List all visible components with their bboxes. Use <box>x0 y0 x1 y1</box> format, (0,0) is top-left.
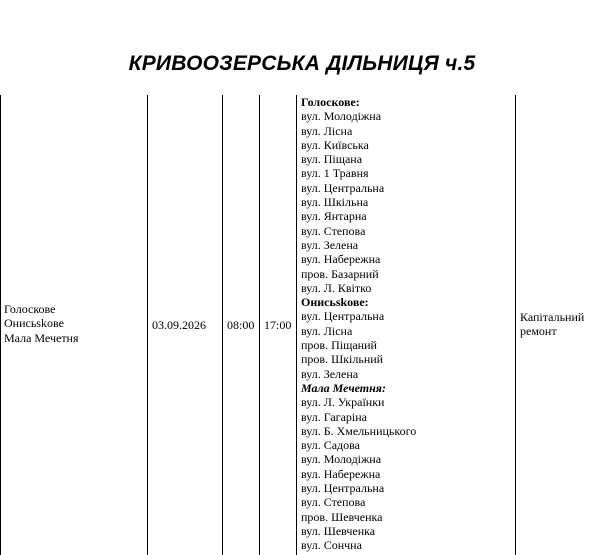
end-time-cell: 17:00 <box>264 318 292 332</box>
street-item: вул. Шкільна <box>301 195 369 210</box>
column-divider-streets <box>515 95 516 555</box>
street-item: вул. Сончна <box>301 538 362 553</box>
street-item: вул. Лісна <box>301 323 353 338</box>
settlements-cell <box>4 302 79 345</box>
street-item: вул. Л. Українки <box>301 395 385 410</box>
reason-line: ремонт <box>520 324 557 339</box>
street-item: пров. Базарний <box>301 266 379 281</box>
streets-cell <box>301 95 416 553</box>
street-item: вул. Степова <box>301 223 366 238</box>
street-item: вул. Гагаріна <box>301 409 368 424</box>
street-item: вул. Набережна <box>301 466 381 481</box>
street-item: вул. Київська <box>301 137 369 152</box>
street-item: вул. Лісна <box>301 123 353 138</box>
page-title: КРИВООЗЕРСЬКА ДІЛЬНИЦЯ ч.5 <box>128 52 476 75</box>
settlement-group-heading: Мала Мечетня: <box>301 380 386 395</box>
settlement-group-heading: Онисьskове: <box>301 295 369 310</box>
column-divider-time-end <box>296 95 297 555</box>
column-divider-date <box>222 95 223 555</box>
street-item: вул. 1 Травня <box>301 166 369 181</box>
street-item: вул. Молодіжна <box>301 452 382 467</box>
street-item: вул. Молодіжна <box>301 109 382 124</box>
reason-cell <box>520 310 584 339</box>
street-item: вул. Садова <box>301 438 360 453</box>
settlement-name: Голоскове <box>4 302 56 316</box>
street-item: пров. Шевченка <box>301 509 383 524</box>
street-item: вул. Шевченка <box>301 523 376 538</box>
settlement-name: Мала Мечетня <box>4 330 79 345</box>
street-item: вул. Зелена <box>301 237 359 252</box>
column-divider-settlements <box>147 95 148 555</box>
start-time-cell: 08:00 <box>227 318 255 332</box>
street-item: пров. Піщаний <box>301 338 377 353</box>
street-item: вул. Набережна <box>301 252 381 267</box>
street-item: вул. Центральна <box>301 309 385 324</box>
street-item: вул. Центральна <box>301 180 385 195</box>
street-item: пров. Шкільний <box>301 352 384 367</box>
street-item: вул. Зелена <box>301 366 359 381</box>
street-item: вул. Центральна <box>301 481 385 496</box>
reason-line: Капітальний <box>520 310 585 324</box>
street-item: вул. Л. Квітко <box>301 280 372 295</box>
street-item: вул. Янтарна <box>301 209 367 224</box>
street-item: вул. Степова <box>301 495 366 510</box>
street-item: вул. Б. Хмельницького <box>301 423 417 438</box>
column-divider-time-start <box>259 95 260 555</box>
settlement-name: Онисьskове <box>4 316 64 331</box>
table-border-left <box>0 95 1 555</box>
date-cell: 03.09.2026 <box>152 318 206 332</box>
settlement-group-heading: Голоскове: <box>301 95 360 109</box>
street-item: вул. Піщана <box>301 152 363 167</box>
